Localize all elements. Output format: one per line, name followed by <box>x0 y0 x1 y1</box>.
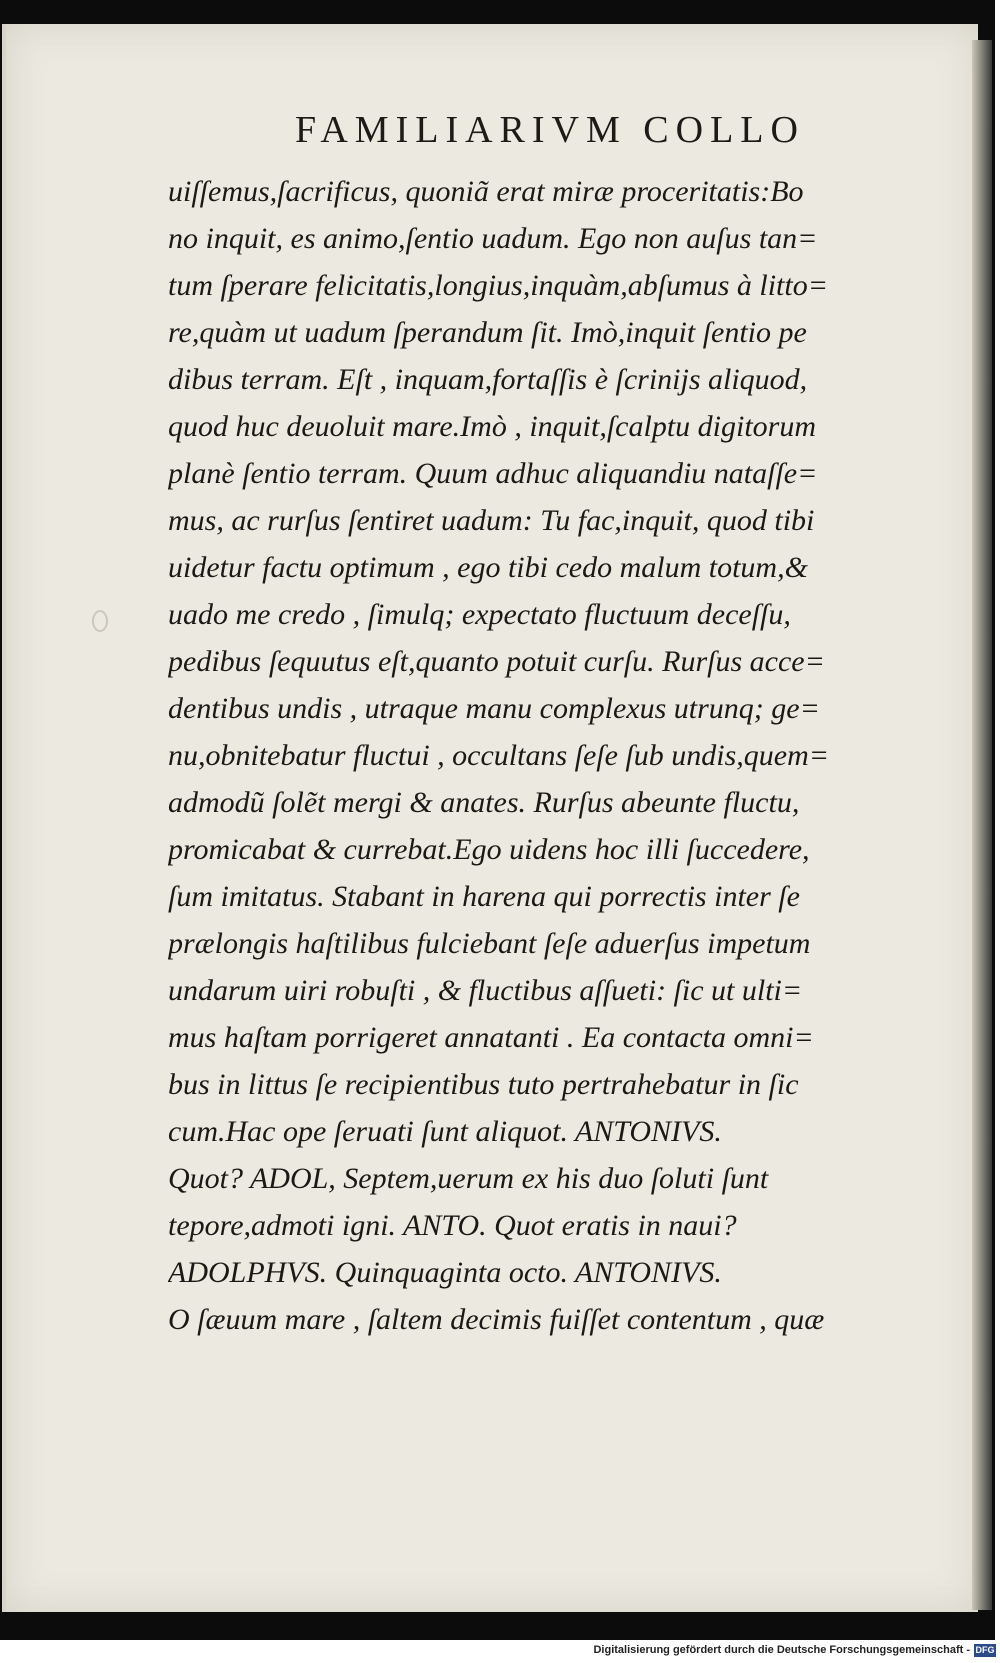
text-line: no inquit, es animo,ſentio uadum. Ego non auſus tan= <box>168 222 818 255</box>
text-line: mus, ac rurſus ſentiret uadum: Tu fac,inquit, quod tibi <box>168 504 815 537</box>
text-line: re,quàm ut uadum ſperandum ſit. Imò,inquit ſentio pe <box>168 316 807 349</box>
gutter-shadow <box>972 40 992 1610</box>
dfg-logo: DFG <box>975 1645 995 1655</box>
text-line: prælongis haſtilibus fulciebant ſeſe aduerſus impetum <box>168 927 811 960</box>
text-line: tum ſperare felicitatis,longius,inquàm,abſumus à litto= <box>168 269 828 302</box>
text-line: promicabat & currebat.Ego uidens hoc illi ſuccedere, <box>168 833 810 866</box>
running-head: FAMILIARIVM COLLO <box>295 109 805 151</box>
text-line: nu,obnitebatur fluctui , occultans ſeſe ſub undis,quem= <box>168 739 829 772</box>
funding-credit: Digitalisierung gefördert durch die Deutsche Forschungsgemeinschaft - <box>593 1644 970 1656</box>
text-line: O ſæuum mare , ſaltem decimis fuiſſet contentum , quæ <box>168 1303 825 1336</box>
text-line: Quot? ADOL, Septem,uerum ex his duo ſoluti ſunt <box>168 1162 769 1195</box>
text-line: pedibus ſequutus eſt,quanto potuit curſu. Rurſus acce= <box>168 645 825 678</box>
text-line: tepore,admoti igni. ANTO. Quot eratis in naui? <box>168 1209 737 1242</box>
text-line: uado me credo , ſimulq; expectato fluctuum deceſſu, <box>168 598 791 631</box>
text-line: bus in littus ſe recipientibus tuto pertrahebatur in ſic <box>168 1068 799 1101</box>
text-line: quod huc deuoluit mare.Imò , inquit,ſcalptu digitorum <box>168 410 817 443</box>
text-line: dibus terram. Eſt , inquam,fortaſſis è ſcriniјs aliquod, <box>168 363 808 396</box>
text-line: mus haſtam porrigeret annatanti . Ea contacta omni= <box>168 1021 814 1054</box>
text-line: undarum uiri robuſti , & fluctibus aſſueti: ſic ut ulti= <box>168 974 803 1007</box>
text-line: ſum imitatus. Stabant in harena qui porrectis inter ſe <box>168 880 800 913</box>
text-line: uiſſemus,ſacrificus, quoniã erat miræ proceritatis:Bo <box>168 175 804 208</box>
text-line: ADOLPHVS. Quinquaginta octo. ANTONIVS. <box>168 1256 722 1289</box>
text-line: dentibus undis , utraque manu complexus utrunq; ge= <box>168 692 820 725</box>
text-line: uidetur factu optimum , ego tibi cedo malum totum,& <box>168 551 808 584</box>
body-text <box>168 168 933 1343</box>
text-line: planè ſentio terram. Quum adhuc aliquandiu nataſſe= <box>168 457 818 490</box>
text-line: cum.Hac ope ſeruati ſunt aliquot. ANTONIVS. <box>168 1115 722 1148</box>
text-line: admodũ ſolẽt mergi & anates. Rurſus abeunte fluctu, <box>168 786 800 819</box>
footer-bar <box>0 1640 1000 1663</box>
page-stain <box>92 610 108 632</box>
